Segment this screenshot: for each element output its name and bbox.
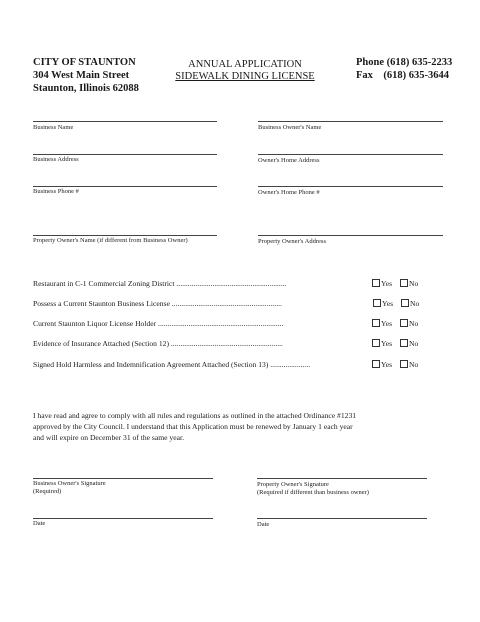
checkbox-icon[interactable]: [372, 319, 380, 327]
property-owner-signature-field[interactable]: [257, 478, 427, 479]
business-name-field[interactable]: [33, 121, 217, 122]
checkbox-icon[interactable]: [401, 299, 409, 307]
checkbox-icon[interactable]: [373, 299, 381, 307]
question-liquor-license: Current Staunton Liquor License Holder ..................................................................: [33, 319, 284, 328]
agreement-line: I have read and agree to comply with all rules and regulations as outlined in the attached Ordinance #1231: [33, 411, 357, 420]
form-title-line2: SIDEWALK DINING LICENSE: [175, 71, 315, 82]
no-option[interactable]: No: [400, 279, 418, 288]
owner-address-label: Owner's Home Address: [258, 157, 320, 164]
yes-option[interactable]: Yes: [372, 279, 392, 288]
no-option[interactable]: No: [400, 319, 418, 328]
city-state-zip: Staunton, Illinois 62088: [33, 83, 139, 94]
property-owner-name-label: Property Owner's Name (if different from Business Owner): [33, 237, 188, 244]
property-owner-signature-label: Property Owner's Signature: [257, 481, 329, 488]
city-name: CITY OF STAUNTON: [33, 57, 136, 68]
property-owner-signature-required: (Required if different than business owner): [257, 489, 369, 496]
owner-date-label: Date: [33, 520, 46, 527]
owner-phone-label: Owner's Home Phone #: [258, 189, 320, 196]
agreement-line: approved by the City Council. I understand that this Application must be renewed by January 1 each year: [33, 422, 353, 431]
no-option[interactable]: No: [400, 339, 418, 348]
agreement-text: [33, 410, 453, 443]
owner-address-field[interactable]: [258, 154, 443, 155]
business-name-label: Business Name: [33, 124, 74, 131]
agreement-line: and will expire on December 31 of the same year.: [33, 433, 184, 442]
question-insurance: Evidence of Insurance Attached (Section 12) ...........................................................: [33, 339, 283, 348]
yes-option[interactable]: Yes: [372, 319, 392, 328]
no-option[interactable]: No: [401, 299, 419, 308]
business-address-label: Business Address: [33, 156, 79, 163]
owner-name-field[interactable]: [258, 121, 443, 122]
phone-number: Phone (618) 635-2233: [356, 57, 453, 68]
property-owner-date-label: Date: [257, 521, 270, 528]
business-address-field[interactable]: [33, 154, 217, 155]
checkbox-icon[interactable]: [372, 279, 380, 287]
checkbox-icon[interactable]: [400, 279, 408, 287]
yes-option[interactable]: Yes: [372, 339, 392, 348]
business-phone-label: Business Phone #: [33, 188, 79, 195]
business-phone-field[interactable]: [33, 186, 217, 187]
question-hold-harmless: Signed Hold Harmless and Indemnification Agreement Attached (Section 13) .....................: [33, 360, 311, 369]
checkbox-icon[interactable]: [400, 339, 408, 347]
owner-signature-required: (Required): [33, 488, 62, 495]
question-zoning: Restaurant in C-1 Commercial Zoning District ..........................................................: [33, 279, 287, 288]
owner-signature-label: Business Owner's Signature: [33, 480, 106, 487]
yes-option[interactable]: Yes: [372, 360, 392, 369]
street-address: 304 West Main Street: [33, 70, 130, 81]
checkbox-icon[interactable]: [372, 360, 380, 368]
no-option[interactable]: No: [400, 360, 418, 369]
property-owner-address-label: Property Owner's Address: [258, 238, 326, 245]
checkbox-icon[interactable]: [400, 319, 408, 327]
owner-date-field[interactable]: [33, 518, 213, 519]
question-business-license: Possess a Current Staunton Business License ..........................................................: [33, 299, 282, 308]
owner-signature-field[interactable]: [33, 478, 213, 479]
property-owner-date-field[interactable]: [257, 518, 427, 519]
checkbox-icon[interactable]: [372, 339, 380, 347]
yes-option[interactable]: Yes: [373, 299, 393, 308]
property-owner-name-field[interactable]: [33, 235, 217, 236]
form-title-line1: ANNUAL APPLICATION: [188, 59, 302, 70]
property-owner-address-field[interactable]: [258, 235, 443, 236]
checkbox-icon[interactable]: [400, 360, 408, 368]
fax-number: Fax (618) 635-3644: [356, 70, 450, 81]
owner-name-label: Business Owner's Name: [258, 124, 322, 131]
owner-phone-field[interactable]: [258, 186, 443, 187]
